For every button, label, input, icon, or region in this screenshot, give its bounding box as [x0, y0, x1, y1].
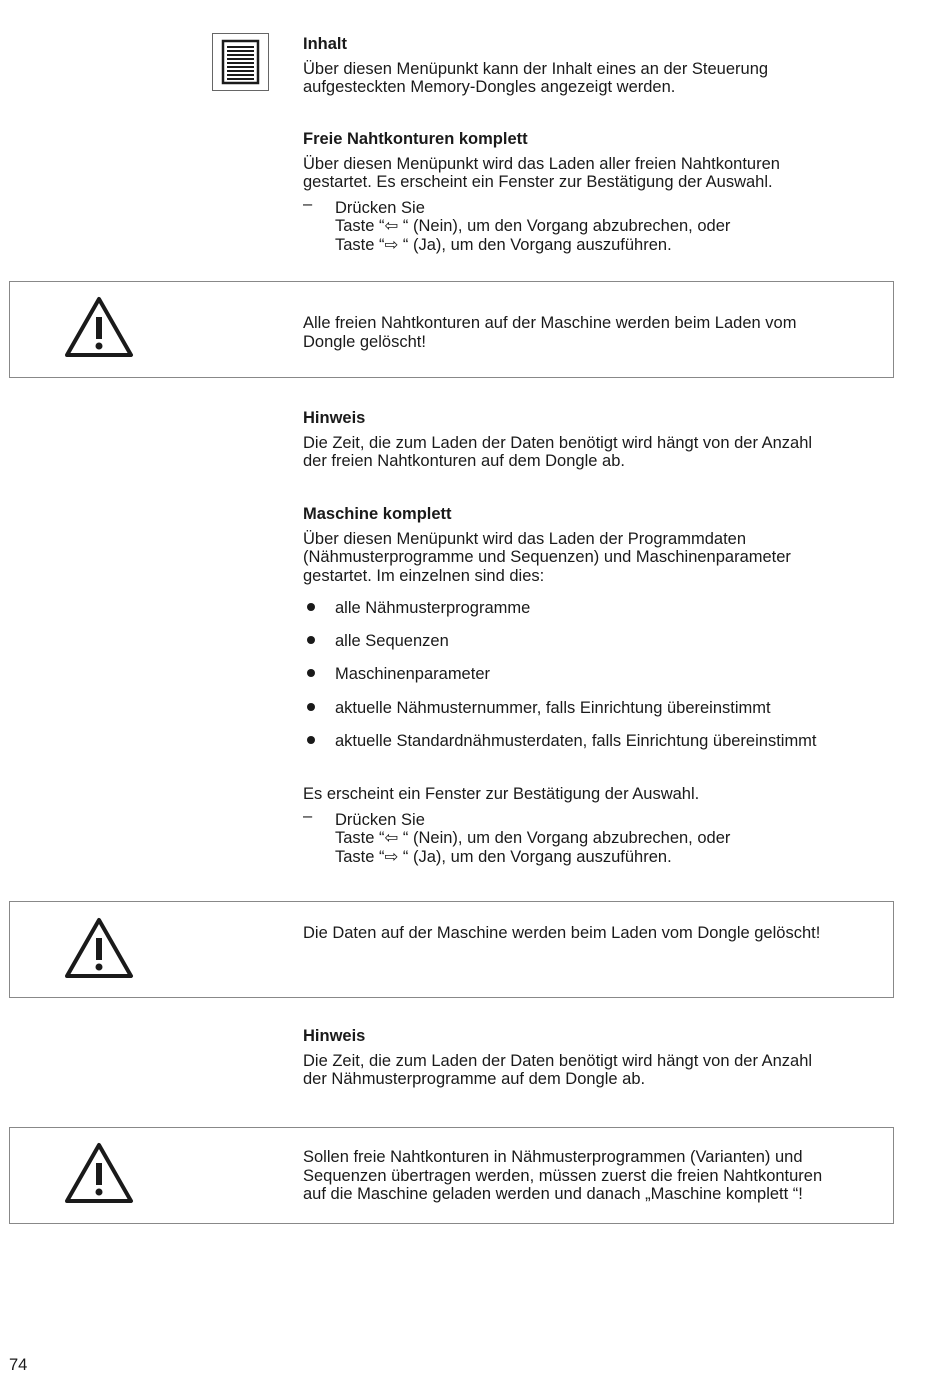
freie-step-line-3: Taste “⇨ “ (Ja), um den Vorgang auszuführen.	[335, 235, 672, 254]
heading-maschine-komplett: Maschine komplett	[303, 505, 452, 523]
warning-box-2	[9, 901, 894, 998]
warning-3-line-3: auf die Maschine geladen werden und danach „Maschine komplett “!	[303, 1185, 803, 1203]
warning-2-line-1: Die Daten auf der Maschine werden beim Laden vom Dongle gelöscht!	[303, 924, 821, 942]
hinweis-2-line-2: der Nähmusterprogramme auf dem Dongle ab.	[303, 1070, 646, 1088]
maschine-step	[303, 806, 903, 867]
maschine-confirm-text: Es erscheint ein Fenster zur Bestätigung der Auswahl.	[303, 785, 700, 803]
maschine-line-2: (Nähmusterprogramme und Sequenzen) und Maschinenparameter	[303, 548, 791, 566]
inhalt-line-2: aufgesteckten Memory-Dongles angezeigt werden.	[303, 78, 676, 96]
hinweis-1	[303, 409, 903, 471]
bullet-dot	[307, 669, 315, 677]
list-item: alle Sequenzen	[303, 632, 923, 665]
bullet-dot	[307, 636, 315, 644]
maschine-bullet-list	[303, 599, 923, 765]
freie-step-line-1: Drücken Sie	[335, 198, 425, 217]
heading-hinweis-1: Hinweis	[303, 409, 366, 427]
page-number: 74	[9, 1356, 28, 1374]
list-item: aktuelle Standardnähmusterdaten, falls Einrichtung übereinstimmt	[303, 732, 923, 765]
maschine-line-3: gestartet. Im einzelnen sind dies:	[303, 566, 545, 585]
warning-1-line-2: Dongle gelöscht!	[303, 332, 426, 351]
warning-1-line-1: Alle freien Nahtkonturen auf der Maschine werden beim Laden vom	[303, 314, 797, 332]
warning-triangle-icon	[63, 916, 135, 985]
bullet-dot	[307, 703, 315, 711]
hinweis-1-line-1: Die Zeit, die zum Laden der Daten benötigt wird hängt von der Anzahl	[303, 433, 813, 452]
freie-line-2: gestartet. Es erscheint ein Fenster zur Bestätigung der Auswahl.	[303, 173, 773, 191]
hinweis-2-line-1: Die Zeit, die zum Laden der Daten benötigt wird hängt von der Anzahl	[303, 1051, 813, 1070]
section-inhalt	[303, 35, 903, 97]
list-item: aktuelle Nähmusternummer, falls Einrichtung übereinstimmt	[303, 699, 923, 732]
maschine-step-line-3: Taste “⇨ “ (Ja), um den Vorgang auszuführen.	[335, 847, 672, 866]
bullet-dot	[307, 603, 315, 611]
warning-3-line-2: Sequenzen übertragen werden, müssen zuerst die freien Nahtkonturen	[303, 1166, 823, 1185]
document-list-icon	[212, 33, 269, 91]
freie-line-1: Über diesen Menüpunkt wird das Laden aller freien Nahtkonturen	[303, 154, 780, 173]
warning-text-2	[303, 924, 893, 943]
heading-hinweis-2: Hinweis	[303, 1027, 366, 1045]
step-dash: –	[303, 194, 313, 213]
list-item: Maschinenparameter	[303, 665, 923, 698]
maschine-line-1: Über diesen Menüpunkt wird das Laden der Programmdaten	[303, 529, 747, 548]
bullet-dot	[307, 736, 315, 744]
hinweis-1-line-2: der freien Nahtkonturen auf dem Dongle ab.	[303, 452, 625, 470]
freie-step-line-2: Taste “⇦ “ (Nein), um den Vorgang abzubrechen, oder	[335, 217, 731, 235]
warning-3-line-1: Sollen freie Nahtkonturen in Nähmusterprogrammen (Varianten) und	[303, 1148, 803, 1166]
heading-inhalt: Inhalt	[303, 35, 347, 53]
step-dash: –	[303, 806, 313, 825]
maschine-confirm	[303, 785, 903, 866]
warning-triangle-icon	[63, 295, 135, 364]
warning-text-3	[303, 1148, 893, 1204]
inhalt-line-1: Über diesen Menüpunkt kann der Inhalt eines an der Steuerung	[303, 59, 769, 78]
warning-text-1	[303, 314, 903, 351]
heading-freie-nahtkonturen: Freie Nahtkonturen komplett	[303, 130, 528, 148]
section-freie-nahtkonturen	[303, 130, 903, 254]
section-maschine-komplett	[303, 505, 903, 585]
hinweis-2	[303, 1027, 903, 1089]
freie-step	[303, 194, 903, 255]
list-item: alle Nähmusterprogramme	[303, 599, 923, 632]
maschine-step-line-1: Drücken Sie	[335, 810, 425, 829]
maschine-step-line-2: Taste “⇦ “ (Nein), um den Vorgang abzubrechen, oder	[335, 829, 731, 847]
warning-triangle-icon	[63, 1141, 135, 1210]
